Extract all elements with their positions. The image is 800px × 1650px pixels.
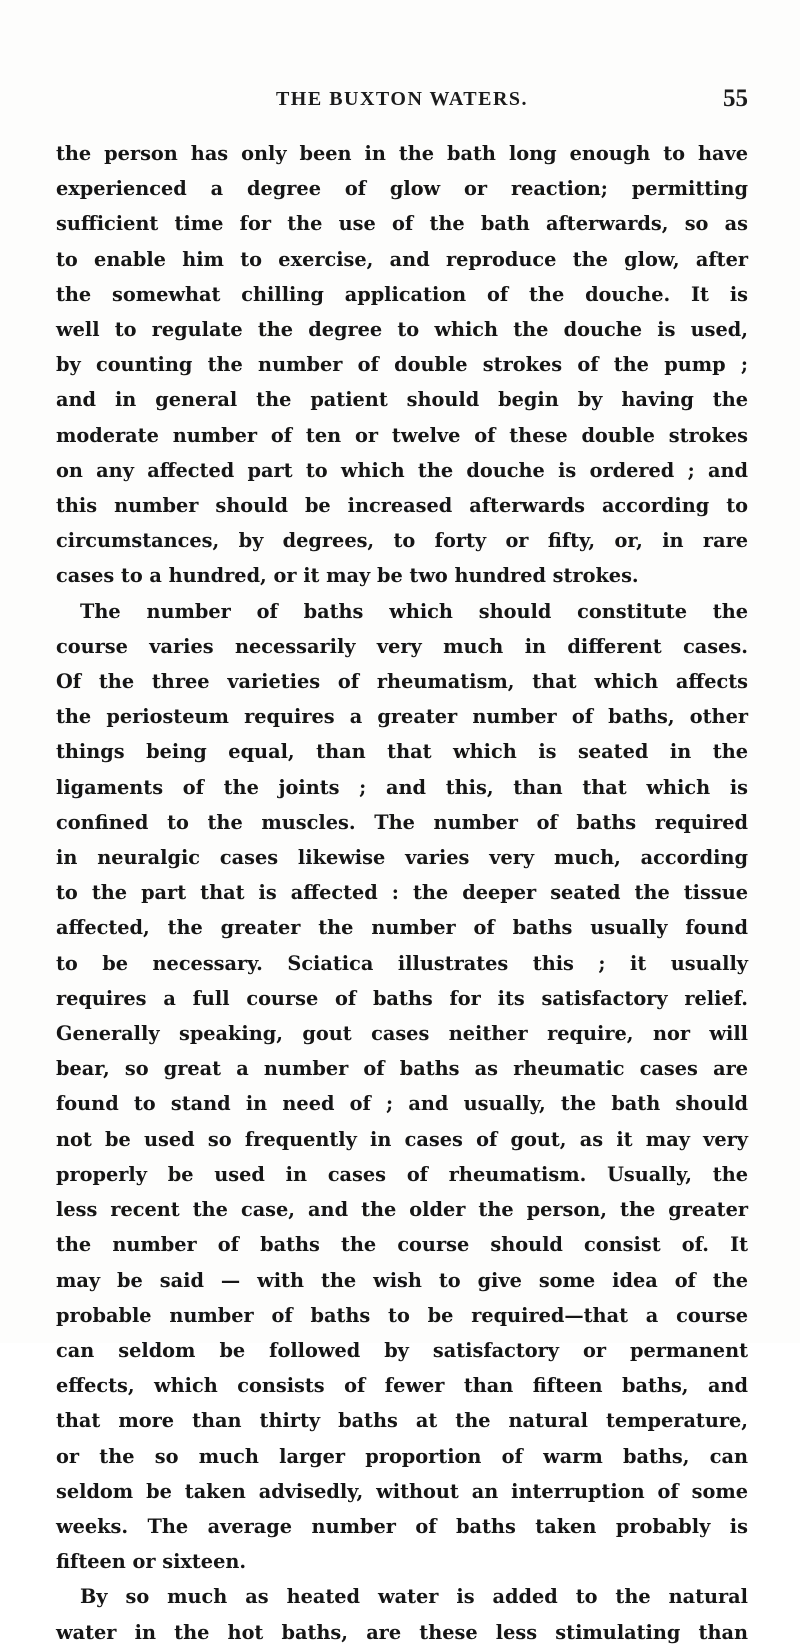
text-line: and in general the patient should begin by having the: [56, 388, 748, 412]
text-line: well to regulate the degree to which the douche is used,: [56, 318, 748, 342]
text-line: confined to the muscles. The number of baths required: [56, 810, 748, 834]
page-number: 55: [723, 85, 748, 112]
text-line: things being equal, than that which is seated in the: [56, 740, 748, 764]
paragraph: [56, 136, 748, 594]
text-line: by counting the number of double strokes of the pump ;: [56, 353, 748, 377]
text-line: found to stand in need of ; and usually, the bath should: [56, 1092, 748, 1116]
text-line: Of the three varieties of rheumatism, that which affects: [56, 670, 748, 694]
text-line: effects, which consists of fewer than fifteen baths, and: [56, 1374, 748, 1398]
text-line: cases to a hundred, or it may be two hundred strokes.: [56, 564, 639, 588]
text-line: requires a full course of baths for its satisfactory relief.: [56, 986, 748, 1010]
body-text: [56, 136, 748, 1650]
running-title: THE BUXTON WATERS.: [275, 88, 529, 110]
text-line: seldom be taken advisedly, without an interruption of some: [56, 1479, 748, 1503]
text-line: may be said — with the wish to give some idea of the: [56, 1268, 748, 1292]
text-line: the periosteum requires a greater number of baths, other: [56, 705, 748, 729]
text-line: probable number of baths to be required—that a course: [56, 1303, 748, 1327]
text-line: in neuralgic cases likewise varies very much, according: [56, 846, 748, 870]
text-line: Generally speaking, gout cases neither require, nor will: [56, 1022, 748, 1046]
text-line: circumstances, by degrees, to forty or fifty, or, in rare: [56, 529, 748, 553]
text-line: the person has only been in the bath long enough to have: [56, 142, 748, 165]
text-line: ligaments of the joints ; and this, than that which is: [56, 775, 748, 799]
text-line: to enable him to exercise, and reproduce the glow, after: [56, 247, 748, 271]
paragraph: [56, 594, 748, 1580]
text-line: sufficient time for the use of the bath afterwards, so as: [56, 212, 748, 236]
text-line: weeks. The average number of baths taken probably is: [56, 1514, 748, 1538]
text-line: affected, the greater the number of baths usually found: [56, 916, 748, 940]
text-line: or the so much larger proportion of warm baths, can: [56, 1444, 748, 1468]
running-head: [56, 85, 748, 118]
text-line: the somewhat chilling application of the douche. It is: [56, 282, 748, 306]
text-line: By so much as heated water is added to the natural: [80, 1585, 748, 1609]
text-line: the number of baths the course should consist of. It: [56, 1233, 748, 1257]
text-line: less recent the case, and the older the person, the greater: [56, 1198, 748, 1222]
text-line: this number should be increased afterwards according to: [56, 494, 748, 518]
text-line: on any affected part to which the douche is ordered ; and: [56, 458, 748, 482]
text-line: can seldom be followed by satisfactory or permanent: [56, 1338, 748, 1362]
text-line: experienced a degree of glow or reaction; permitting: [56, 177, 748, 201]
text-line: The number of baths which should constitute the: [80, 599, 748, 623]
text-line: to the part that is affected : the deeper seated the tissue: [56, 881, 748, 905]
text-line: that more than thirty baths at the natural temperature,: [56, 1409, 748, 1433]
text-line: moderate number of ten or twelve of these double strokes: [56, 423, 748, 447]
text-line: course varies necessarily very much in different cases.: [56, 634, 748, 658]
text-line: bear, so great a number of baths as rheumatic cases are: [56, 1057, 748, 1081]
paragraph: [56, 1579, 748, 1649]
text-line: fifteen or sixteen.: [56, 1550, 247, 1574]
text-line: water in the hot baths, are these less stimulating than: [56, 1620, 748, 1644]
text-line: properly be used in cases of rheumatism. Usually, the: [56, 1162, 748, 1186]
text-line: to be necessary. Sciatica illustrates this ; it usually: [56, 951, 748, 975]
text-line: not be used so frequently in cases of gout, as it may very: [56, 1127, 748, 1151]
